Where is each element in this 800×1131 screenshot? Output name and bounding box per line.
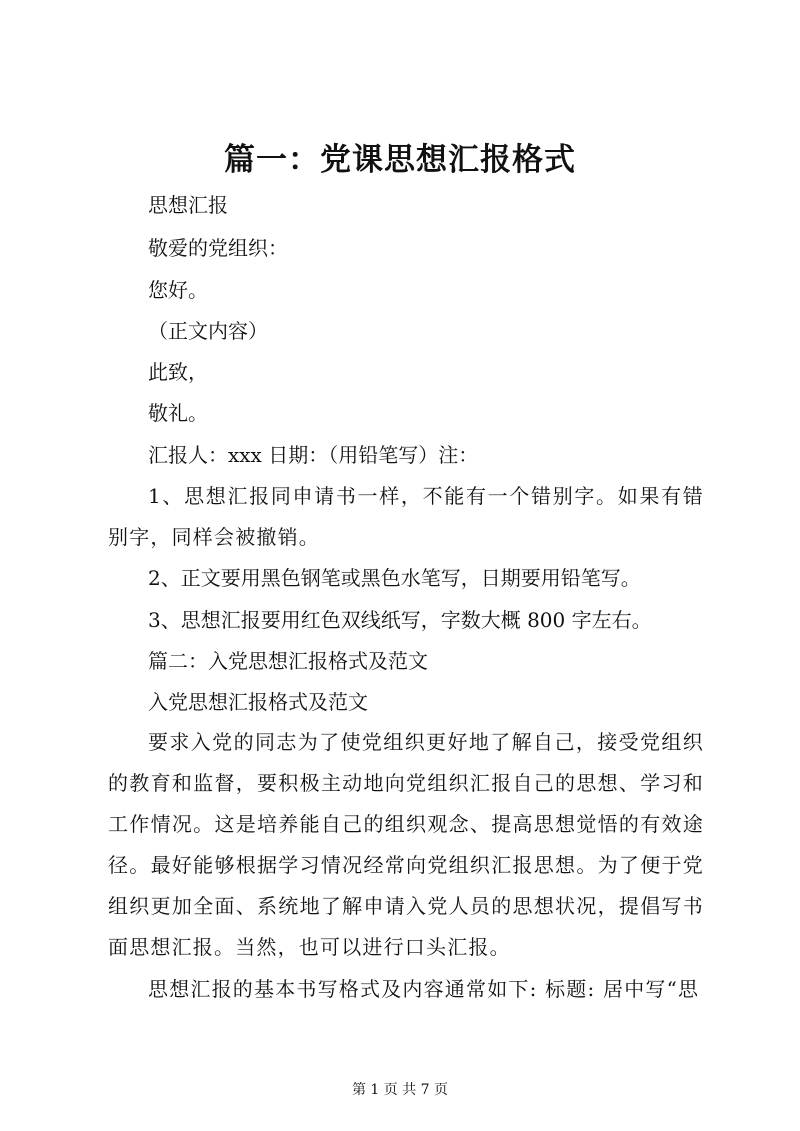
body-paragraph-2: 思想汇报的基本书写格式及内容通常如下: 标题: 居中写“思 (148, 977, 700, 1001)
text-line-heading: 思想汇报 (148, 193, 228, 217)
section-subheading: 入党思想汇报格式及范文 (148, 690, 368, 714)
text-line-body-placeholder: （正文内容） (148, 319, 268, 343)
text-line-salutation: 敬爱的党组织： (148, 236, 288, 260)
text-line-signature: 汇报人：xxx 日期：（用铅笔写）注： (148, 443, 479, 467)
body-paragraph-1: 要求入党的同志为了使党组织更好地了解自己，接受党组织的教育和监督，要积极主动地向党组织汇报自己的思想、学习和工作情况。这是培养能自己的组织观念、提高思想觉悟的有效途径。最好能够根据学习情况经常向党组织汇报思想。为了便于党组织更加全面、系统地了解申请入党人员的思想状况，提倡写书面思想汇报。当然，也可以进行口头汇报。 (108, 730, 704, 959)
text-line-closing: 此致， (148, 360, 208, 384)
note-item-2: 2、正文要用黑色钢笔或黑色水笔写，日期要用铅笔写。 (148, 566, 641, 590)
text-line-regards: 敬礼。 (148, 401, 208, 425)
text-line-greeting: 您好。 (148, 278, 208, 302)
note-item-1: 1、思想汇报同申请书一样，不能有一个错别字。如果有错别字，同样会被撤销。 (108, 484, 704, 549)
note-item-3: 3、思想汇报要用红色双线纸写，字数大概 800 字左右。 (148, 608, 652, 632)
section-heading: 篇二：入党思想汇报格式及范文 (148, 649, 428, 673)
page-footer: 第 1 页 共 7 页 (351, 1082, 449, 1098)
document-title: 篇一：党课思想汇报格式 (224, 142, 576, 178)
